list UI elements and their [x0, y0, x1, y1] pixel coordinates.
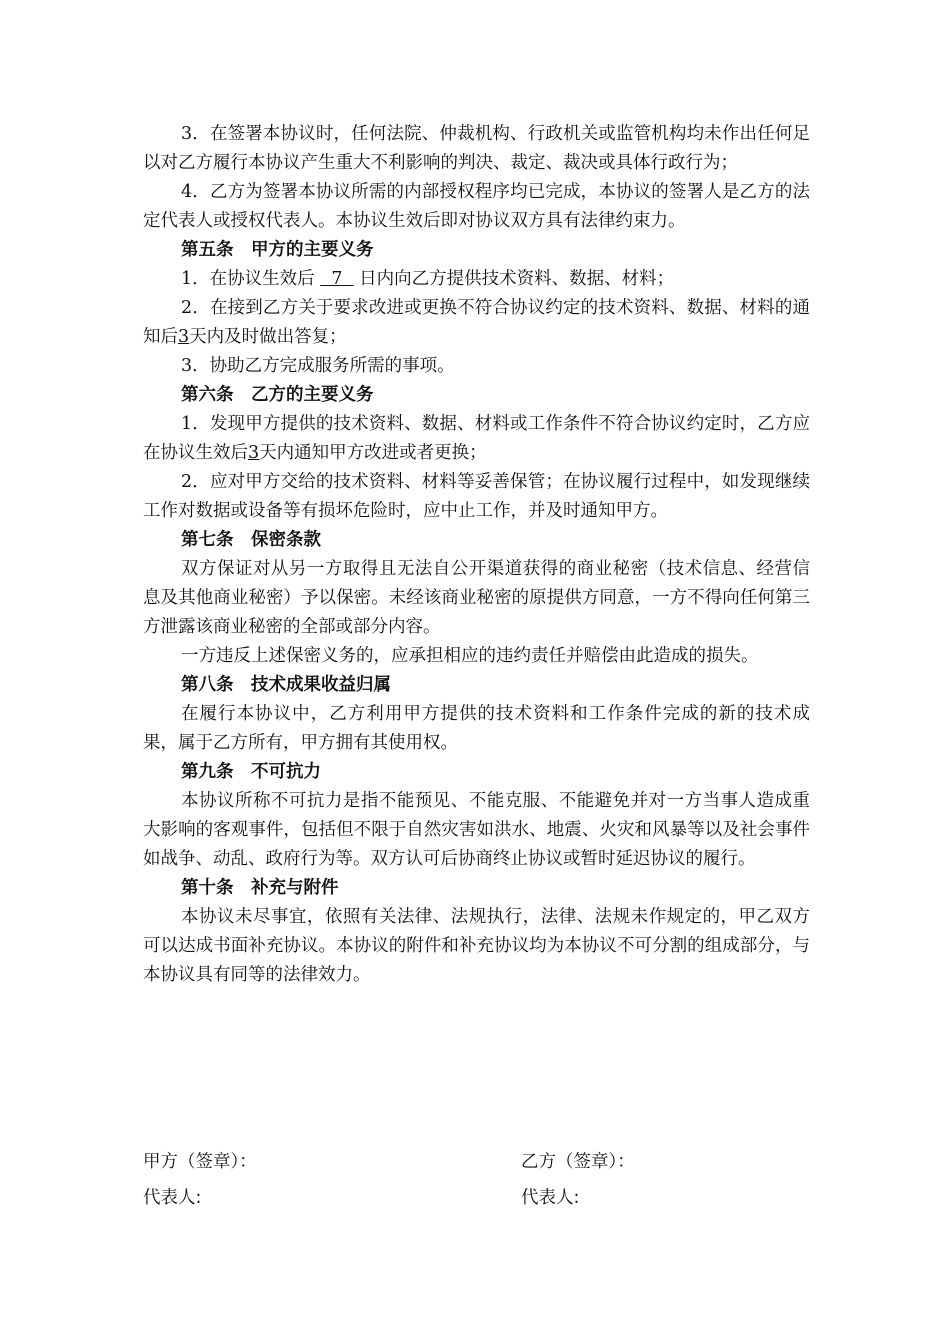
clause9-heading: 第九条 不可抗力	[181, 762, 321, 782]
clause6-item2: 2．应对甲方交给的技术资料、材料等妥善保管；在协议履行过程中，如发现继续工作对数据或设备等有损坏危险时，应中止工作，并及时通知甲方。	[143, 472, 810, 521]
clause7-para2: 一方违反上述保密义务的，应承担相应的违约责任并赔偿由此造成的损失。	[181, 646, 759, 666]
clause10-heading: 第十条 补充与附件	[181, 878, 339, 898]
clause10-para1: 本协议未尽事宜，依照有关法律、法规执行，法律、法规未作规定的，甲乙双方可以达成书面补充协议。本协议的附件和补充协议均为本协议不可分割的组成部分，与本协议具有同等的法律效力。	[143, 907, 810, 985]
clause4-item3: 3．在签署本协议时，任何法院、仲裁机构、行政机关或监管机构均未作出任何足以对乙方履行本协议产生重大不利影响的判决、裁定、裁决或具体行政行为；	[143, 124, 810, 173]
clause6-item1: 1．发现甲方提供的技术资料、数据、材料或工作条件不符合协议约定时，乙方应在协议生效后3天内通知甲方改进或者更换；	[143, 414, 810, 463]
clause6-notify-days: 3	[248, 443, 260, 463]
party-a-seal-label: 甲方（签章）：	[143, 1152, 257, 1172]
clause9-para1: 本协议所称不可抗力是指不能预见、不能克服、不能避免并对一方当事人造成重大影响的客观事件，包括但不限于自然灾害如洪水、地震、火灾和风暴等以及社会事件如战争、动乱、政府行为等。双方认可后协商终止协议或暂时延迟协议的履行。	[143, 791, 810, 869]
clause5-item3: 3．协助乙方完成服务所需的事项。	[181, 356, 455, 376]
clause4-item4: 4．乙方为签署本协议所需的内部授权程序均已完成，本协议的签署人是乙方的法定代表人或授权代表人。本协议生效后即对协议双方具有法律约束力。	[143, 182, 810, 231]
clause5-heading: 第五条 甲方的主要义务	[181, 240, 374, 260]
clause7-para1: 双方保证对从另一方取得且无法自公开渠道获得的商业秘密（技术信息、经营信息及其他商业秘密）予以保密。未经该商业秘密的原提供方同意，一方不得向任何第三方泄露该商业秘密的全部或部分内容。	[143, 559, 810, 637]
clause5-item2: 2．在接到乙方关于要求改进或更换不符合协议约定的技术资料、数据、材料的通知后3天内及时做出答复；	[143, 298, 810, 347]
clause8-para1: 在履行本协议中，乙方利用甲方提供的技术资料和工作条件完成的新的技术成果，属于乙方所有，甲方拥有其使用权。	[143, 704, 810, 753]
party-b-seal-label: 乙方（签章）：	[521, 1152, 635, 1172]
party-b-representative-label: 代表人:	[521, 1188, 580, 1208]
clause5-reply-days: 3	[178, 327, 190, 347]
party-a-representative-label: 代表人:	[143, 1188, 202, 1208]
clause5-days-blank: 7	[320, 269, 354, 289]
clause7-heading: 第七条 保密条款	[181, 530, 321, 550]
clause6-heading: 第六条 乙方的主要义务	[181, 385, 374, 405]
clause5-item1: 1．在协议生效后 7 日内向乙方提供技术资料、数据、材料；	[181, 269, 675, 289]
clause8-heading: 第八条 技术成果收益归属	[181, 675, 391, 695]
contract-body	[143, 120, 810, 990]
